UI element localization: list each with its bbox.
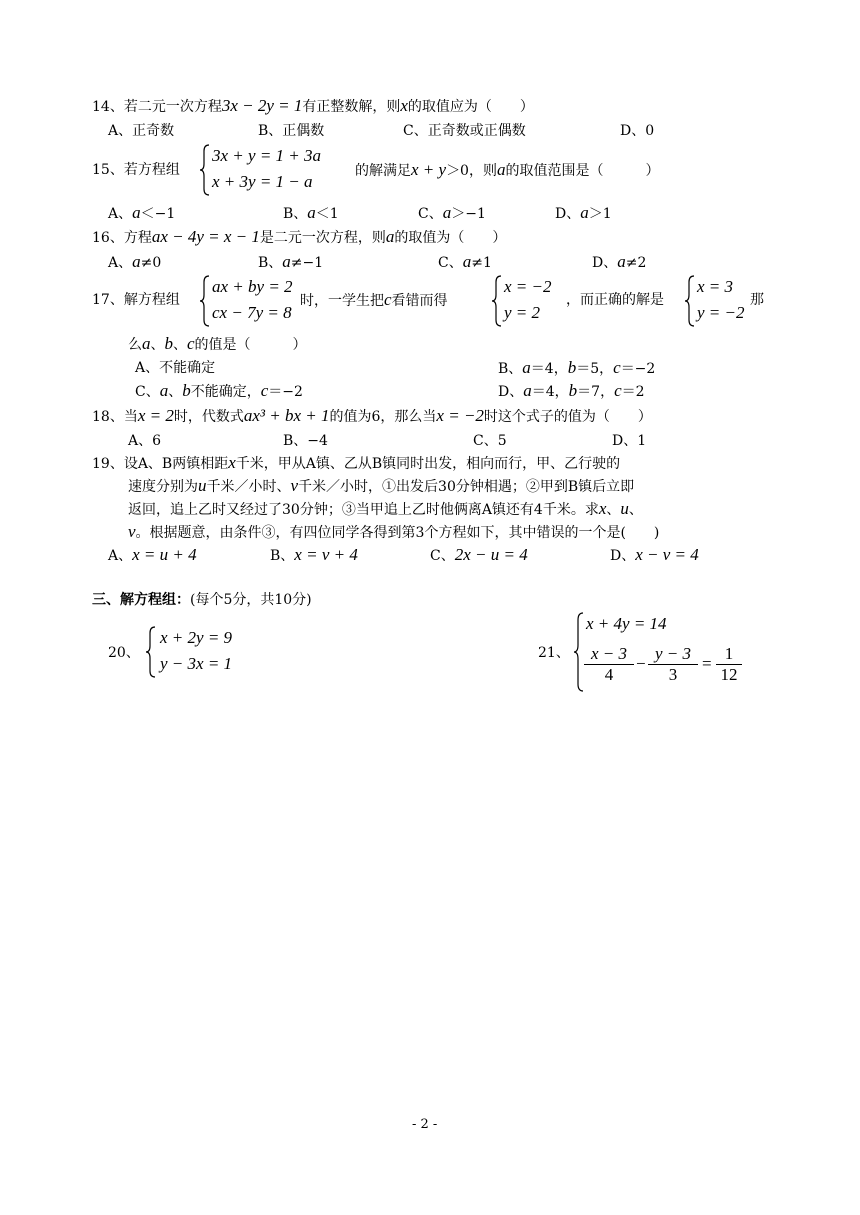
- q15-stem-rest: 的解满足x + y＞0，则a的取值范围是（ ）: [355, 160, 660, 179]
- q16-option-b: B、a≠−1: [258, 252, 324, 271]
- q14-option-b: B、正偶数: [258, 123, 325, 139]
- q19-line4: v。根据题意，由条件③，有四位同学各得到第3个方程如下，其中错误的一个是( ): [128, 522, 660, 541]
- q17-line2: 么a、b、c的值是（ ）: [128, 334, 307, 353]
- q16-stem: 16、方程ax − 4y = x − 1是二元一次方程，则a的取值为（ ）: [92, 227, 507, 246]
- q21-eq1: x + 4y = 14: [586, 614, 667, 633]
- q20-system: [146, 626, 266, 678]
- q16-option-d: D、a≠2: [592, 252, 647, 271]
- q14-stem: 14、若二元一次方程3x − 2y = 1有正整数解，则x的取值应为（ ）: [92, 96, 534, 115]
- q15-label: 15、若方程组: [92, 162, 180, 178]
- q17-label: 17、解方程组: [92, 292, 180, 308]
- q18-option-c: C、5: [473, 433, 507, 449]
- q17-option-c: C、a、b不能确定，c＝−2: [135, 381, 303, 400]
- q19-line3: 返回，追上乙时又经过了30分钟；③当甲追上乙时他俩离A镇还有4千米。求x、u、: [128, 499, 643, 518]
- q18-option-a: A、6: [128, 433, 162, 449]
- q15-option-c: C、a＞−1: [418, 203, 486, 222]
- q21-fraction-3: $\frac{1}{12}$: [716, 644, 742, 685]
- q17-wrong-solution: x = −2 y = 2: [492, 275, 567, 327]
- q19-option-a: A、x = u + 4: [108, 545, 197, 564]
- q21-equals: =: [702, 654, 712, 673]
- q15-option-b: B、a＜1: [283, 203, 339, 222]
- q20-eq1: x + 2y = 9: [160, 628, 233, 647]
- q17-stem-end: 那: [750, 292, 764, 308]
- q21-fraction-2: $\frac{y - 3}{3}$: [648, 644, 698, 685]
- q15-option-a: A、a＜−1: [108, 203, 176, 222]
- q14-option-a: A、正奇数: [108, 123, 175, 139]
- brace-icon: [492, 275, 502, 327]
- brace-icon: [574, 612, 584, 692]
- q18-option-b: B、−4: [283, 433, 328, 449]
- q14-option-c: C、正奇数或正偶数: [403, 123, 526, 139]
- q21-fraction-1: $\frac{x - 3}{4}$: [584, 644, 634, 685]
- q18-stem: 18、当x = 2时，代数式ax³ + bx + 1的值为6，那么当x = −2时这个式子的值为（ ）: [92, 406, 652, 425]
- q19-line2: 速度分别为u千米／小时、v千米／小时，①出发后30分钟相遇；②甲到B镇后立即: [128, 476, 635, 495]
- brace-icon: [200, 144, 210, 196]
- q17-eq2: cx − 7y = 8: [212, 303, 292, 322]
- q15-system: [200, 144, 360, 196]
- brace-icon: [200, 275, 210, 327]
- q17-option-d: D、a＝4，b＝7，c＝2: [498, 381, 645, 400]
- page-number: - 2 -: [412, 1117, 438, 1132]
- q17-eq1: ax + by = 2: [212, 277, 293, 296]
- q19-option-b: B、x = v + 4: [270, 545, 358, 564]
- brace-icon: [146, 626, 156, 678]
- brace-icon: [685, 275, 695, 327]
- section3-title: 三、解方程组：: [92, 592, 190, 608]
- q15-option-d: D、a＞1: [555, 203, 612, 222]
- q14-option-d: D、0: [620, 123, 655, 139]
- q17-stem-mid3: ，而正确的解是: [566, 292, 664, 308]
- q20-label: 20、: [108, 645, 140, 661]
- q16-option-a: A、a≠0: [108, 252, 162, 271]
- q19-option-d: D、x − v = 4: [610, 545, 699, 564]
- q20-eq2: y − 3x = 1: [160, 654, 233, 673]
- q15-eq2: x + 3y = 1 − a: [212, 172, 313, 191]
- q17-option-a: A、不能确定: [135, 360, 216, 376]
- section3-score: (每个5分，共10分): [190, 592, 312, 608]
- section3-heading: [92, 590, 312, 610]
- q19-line1: 19、设A、B两镇相距x千米，甲从A镇、乙从B镇同时出发，相向而行，甲、乙行驶的: [92, 453, 621, 472]
- q21-minus: −: [636, 654, 646, 673]
- q17-option-b: B、a＝4，b＝5，c＝−2: [498, 358, 656, 377]
- q19-option-c: C、2x − u = 4: [430, 545, 528, 564]
- q18-option-d: D、1: [612, 433, 647, 449]
- q16-option-c: C、a≠1: [438, 252, 492, 271]
- q17-right-solution: x = 3 y = −2: [685, 275, 755, 327]
- q17-stem-mid: 时，一学生把c看错而得: [300, 290, 448, 309]
- q21-label: 21、: [538, 645, 570, 661]
- q15-eq1: 3x + y = 1 + 3a: [212, 146, 322, 165]
- q17-system: [200, 275, 310, 327]
- q14-equation: 3x − 2y = 1: [221, 96, 303, 115]
- q21-system: [574, 612, 744, 692]
